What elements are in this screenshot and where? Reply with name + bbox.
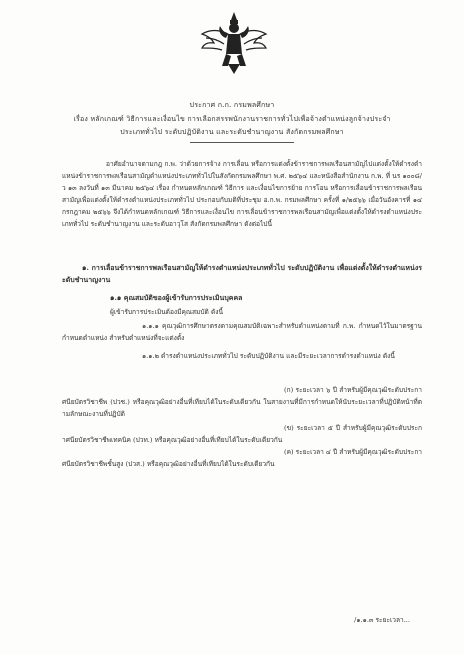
- subsection-1-1-lead: ผู้เข้ารับการประเมินต้องมีคุณสมบัติ ดังนี้: [110, 308, 223, 316]
- continued-marker: /๑.๑.๓ ระยะเวลา...: [354, 616, 410, 624]
- intro-paragraph: อาศัยอำนาจตามกฎ ก.พ. ว่าด้วยการจ้าง การเลื่อน หรือการแต่งตั้งข้าราชการพลเรือนสามัญไปแต่งตั้งให้ดำรงตำแหน่งข้าราชการพลเรือนสามัญตำแหน่งประเภททั่วไปในสังกัดกรมพลศึกษา พ.ศ. ๒๕๖๔ และหนังสือสำนักงาน ก.พ. ที่ นร ๑๐๐๘/ว ๑๓ ลงวันที่ ๑๓ มีนาคม ๒๕๖๔ เรื่อง กำหนดหลักเกณฑ์ วิธีการ และเงื่อนไขการย้าย การโอน หรือการเลื่อนข้าราชการพลเรือนสามัญเพื่อแต่งตั้งให้ดำรงตำแหน่งประเภททั่วไป ประกอบกับมติที่ประชุม อ.ก.พ. กรมพลศึกษา ครั้งที่ ๑/๒๕๖๖ เมื่อวันอังคารที่ ๑๔ กรกฎาคม ๒๕๖๖ จึงได้กำหนดหลักเกณฑ์ วิธีการและเงื่อนไข การเลื่อนข้าราชการพลเรือนสามัญเพื่อแต่งตั้งให้ดำรงตำแหน่งประเภททั่วไป ระดับชำนาญงาน และระดับอาวุโส สังกัดกรมพลศึกษา ดังต่อไปนี้: [62, 160, 422, 228]
- announcement-subject-line2: ประเภททั่วไป ระดับปฏิบัติงาน และระดับชำนาญงาน สังกัดกรมพลศึกษา: [120, 128, 344, 136]
- item-1-1-2-a: (ก) ระยะเวลา ๖ ปี สำหรับผู้มีคุณวุฒิระดับประกาศนียบัตรวิชาชีพ (ปวช.) หรือคุณวุฒิอย่างอื่นที่เทียบได้ในระดับเดียวกัน ในสายงานที่มีการกำหนดให้นับระยะเวลาที่ปฏิบัติหน้าที่ตามลักษณะงานที่ปฏิบัติ: [62, 386, 422, 418]
- item-1-1-2-b: (ข) ระยะเวลา ๕ ปี สำหรับผู้มีคุณวุฒิระดับประกาศนียบัตรวิชาชีพเทคนิค (ปวท.) หรือคุณวุฒิอย่างอื่นที่เทียบได้ในระดับเดียวกัน: [62, 424, 422, 444]
- item-1-1-1: ๑.๑.๑ คุณวุฒิการศึกษาตรงตามคุณสมบัติเฉพาะสำหรับตำแหน่งตามที่ ก.พ. กำหนดไว้ในมาตรฐานกำหนดตำแหน่ง สำหรับตำแหน่งที่จะแต่งตั้ง: [62, 322, 422, 342]
- item-1-1-2-c: (ค) ระยะเวลา ๔ ปี สำหรับผู้มีคุณวุฒิระดับประกาศนียบัตรวิชาชีพชั้นสูง (ปวส.) หรือคุณวุฒิอย่างอื่นที่เทียบได้ในระดับเดียวกัน: [62, 448, 423, 468]
- header-divider: [190, 142, 294, 143]
- section-1-heading: ๑. การเลื่อนข้าราชการพลเรือนสามัญให้ดำรงตำแหน่งประเภททั่วไป ระดับปฏิบัติงาน เพื่อแต่งตั้งให้ดำรงตำแหน่งระดับชำนาญงาน: [62, 263, 422, 284]
- garuda-emblem-icon: [198, 8, 270, 76]
- item-1-1-2: ๑.๑.๒ ดำรงตำแหน่งประเภททั่วไป ระดับปฏิบัติงาน และมีระยะเวลาการดำรงตำแหน่ง ดังนี้: [142, 352, 395, 360]
- announcement-title: ประกาศ ก.ก. กรมพลศึกษา: [189, 101, 275, 109]
- announcement-subject: เรื่อง หลักเกณฑ์ วิธีการและเงื่อนไข การเลือกสรรพนักงานราชการทั่วไปเพื่อจ้างตำแหน่งลูกจ้างประจำ: [73, 115, 391, 123]
- subsection-1-1-heading: ๑.๑ คุณสมบัติของผู้เข้ารับการประเมินบุคคล: [110, 293, 243, 302]
